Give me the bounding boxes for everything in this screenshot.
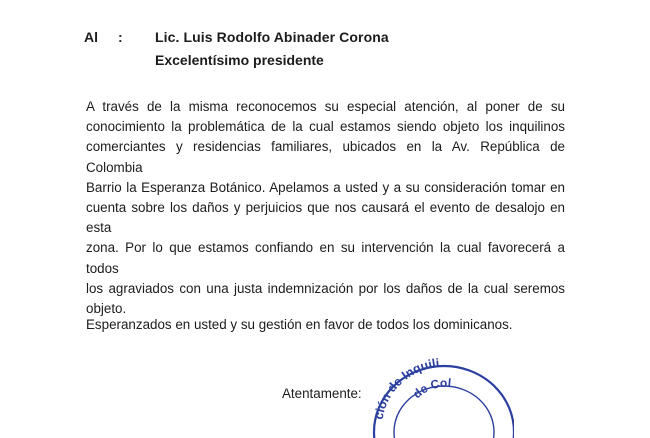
stamp-inner-ring: [394, 386, 494, 438]
paragraph-line: zona. Por lo que estamos confiando en su intervención la cual favorecerá a todos: [86, 240, 565, 276]
paragraph-line: los agraviados con una justa indemnización por los daños de la cual seremos objeto.: [86, 280, 565, 317]
closing-salutation: Atentamente:: [282, 386, 362, 401]
recipient-name: Lic. Luis Rodolfo Abinader Corona: [155, 29, 389, 45]
paragraph-line: cuenta sobre los daños y perjuicios que nos causará el evento de desalojo en esta: [86, 200, 565, 236]
recipient-title: Excelentísimo presidente: [155, 52, 324, 68]
paragraph-line: A través de la misma reconocemos su especial atención, al poner de su: [86, 99, 565, 114]
stamp-text-outer-path: ción de Inquili: [371, 358, 440, 421]
paragraph-line: comerciantes y residencias familiares, ubicados en la Av. República de Colombia: [86, 139, 565, 175]
stamp-text-inner-path: de Col: [410, 375, 452, 402]
body-paragraph-2: Esperanzados en usted y su gestión en favor de todos los dominicanos.: [86, 317, 513, 332]
paragraph-line: Barrio la Esperanza Botánico. Apelamos a usted y a su consideración tomar en: [86, 179, 565, 195]
stamp-text-inner: [410, 376, 452, 401]
recipient-colon: :: [118, 29, 123, 45]
recipient-label: Al: [84, 29, 98, 45]
organization-stamp: [368, 358, 514, 438]
paragraph-line: conocimiento la problemática de la cual estamos siendo objeto los inquilinos: [86, 119, 565, 135]
body-paragraph-1: [86, 97, 565, 319]
